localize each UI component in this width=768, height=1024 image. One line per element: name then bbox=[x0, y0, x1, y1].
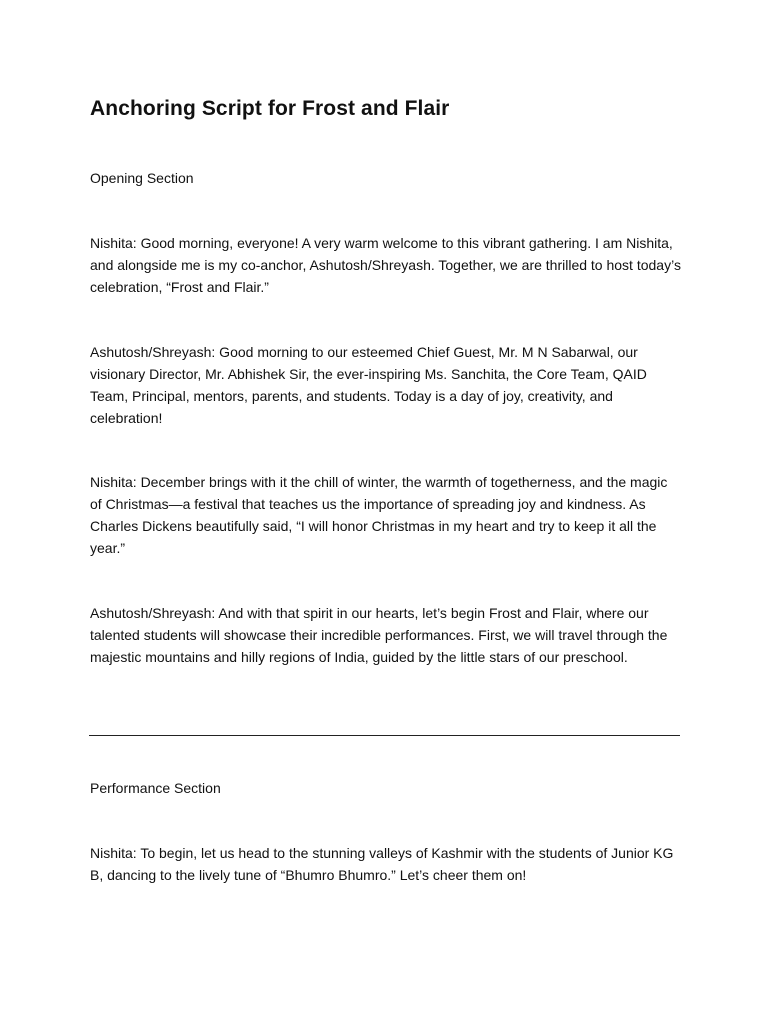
performance-paragraph-1: Nishita: To begin, let us head to the stunning valleys of Kashmir with the students of Junior KG B, dancing to the lively tune of “Bhumro Bhumro.” Let’s cheer them on! bbox=[90, 845, 674, 883]
opening-paragraph-3: Nishita: December brings with it the chill of winter, the warmth of togetherness, and the magic of Christmas—a festival that teaches us the importance of spreading joy and kindness. As Charles Dickens beautifully said, “I will honor Christmas in my heart and try to keep it all the year.” bbox=[90, 474, 668, 556]
document-title: Anchoring Script for Frost and Flair bbox=[90, 97, 450, 120]
section-divider bbox=[89, 735, 680, 736]
opening-paragraph-4: Ashutosh/Shreyash: And with that spirit in our hearts, let’s begin Frost and Flair, where our talented students will showcase their incredible performances. First, we will travel through the majestic mountains and hilly regions of India, guided by the little stars of our preschool. bbox=[90, 605, 668, 665]
opening-section-heading: Opening Section bbox=[90, 170, 194, 186]
opening-paragraph-1: Nishita: Good morning, everyone! A very warm welcome to this vibrant gathering. I am Nishita, and alongside me is my co-anchor, Ashutosh/Shreyash. Together, we are thrilled to host today’s celebration, “Frost and Flair.” bbox=[90, 235, 681, 295]
opening-paragraph-2: Ashutosh/Shreyash: Good morning to our esteemed Chief Guest, Mr. M N Sabarwal, our visionary Director, Mr. Abhishek Sir, the ever-inspiring Ms. Sanchita, the Core Team, QAID Team, Principal, mentors, parents, and students. Today is a day of joy, creativity, and celebration! bbox=[90, 344, 647, 426]
performance-section-heading: Performance Section bbox=[90, 780, 221, 796]
